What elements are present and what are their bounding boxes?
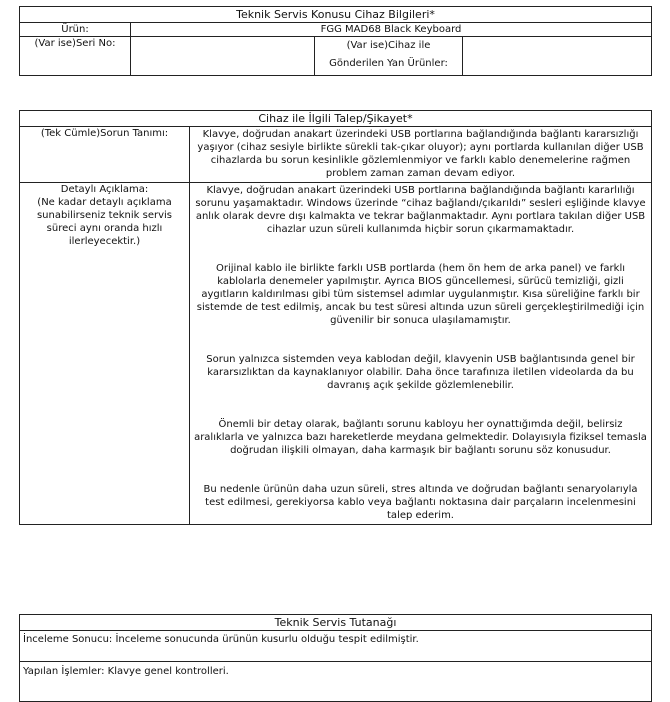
detail-paragraph: Klavye, doğrudan anakart üzerindeki USB portlarına bağlandığında bağlantı kararlılığı sorunu yaşamaktadır. Windows üzerinde “cihaz bağlandı/çıkarıldı” sesleri eşliğinde klavye anlık olarak devre dışı kalmakta ve tekrar bağlanmaktadır. Aynı portlara takılan diğer USB cihazlar uzun süreli kullanımda hiçbir sorun çıkarmamaktadır. bbox=[195, 185, 646, 235]
detail-paragraph: Orijinal kablo ile birlikte farklı USB portlarda (hem ön hem de arka panel) ve farklı kablolarla denemeler yapılmıştır. Ayrıca BIOS güncellemesi, sürücü temizliği, gizli aygıtların kaldırılması gibi tüm sistemsel adımlar uygulanmıştır. Kısa süreliğine farklı bir sistemde de test edilmiş, ancak bu test süresi altında uzun süreli gerçekleştirilmediği için güvenilir bir sonuca ulaşılamamıştır. bbox=[196, 263, 645, 326]
accessories-value bbox=[463, 37, 652, 76]
device-info-table bbox=[19, 6, 652, 76]
service-record-table bbox=[19, 614, 652, 702]
detail-text-cell bbox=[190, 183, 652, 525]
accessories-label-line-1: (Var ise)Cihaz ile bbox=[346, 40, 431, 51]
accessories-label bbox=[315, 37, 463, 76]
detail-paragraph: Bu nedenle ürünün daha uzun süreli, stres altında ve doğrudan bağlantı senaryolarıyla test edilmesi, gerekiyorsa kablo veya bağlantı noktasına dair parçaların incelenmesini talep ederim. bbox=[203, 484, 638, 521]
detail-paragraph: Sorun yalnızca sistemden veya kablodan değil, klavyenin USB bağlantısında genel bir kararsızlıktan da kaynaklanıyor olabilir. Daha önce tarafınıza iletilen videolarda da bu davranış açık şekilde gözlemlenebilir. bbox=[206, 354, 635, 391]
problem-summary-label: (Tek Cümle)Sorun Tanımı: bbox=[20, 127, 190, 183]
device-info-title: Teknik Servis Konusu Cihaz Bilgileri* bbox=[20, 7, 652, 23]
detail-label: Detaylı Açıklama: bbox=[60, 184, 149, 195]
complaint-title: Cihaz ile İlgili Talep/Şikayet* bbox=[20, 111, 652, 127]
serial-value bbox=[131, 37, 315, 76]
complaint-table bbox=[19, 110, 652, 525]
detail-label-cell bbox=[20, 183, 190, 525]
accessories-label-line-2: Gönderilen Yan Ürünler: bbox=[329, 58, 448, 69]
service-record-title: Teknik Servis Tutanağı bbox=[20, 615, 652, 631]
serial-label: (Var ise)Seri No: bbox=[20, 37, 131, 76]
product-value: FGG MAD68 Black Keyboard bbox=[131, 23, 652, 37]
inspection-result: İnceleme Sonucu: İnceleme sonucunda ürünün kusurlu olduğu tespit edilmiştir. bbox=[20, 631, 652, 662]
problem-summary-text: Klavye, doğrudan anakart üzerindeki USB portlarına bağlandığında bağlantı kararsızlığı yaşıyor (cihaz sesiyle birlikte sürekli tak-çıkar oluyor); aynı portlarda kullanılan diğer USB cihazlarda bu sorun kesinlikle gözlemlenmiyor ve farklı kablo denemelerine rağmen problem zaman zaman devam ediyor. bbox=[190, 127, 652, 183]
actions-performed: Yapılan İşlemler: Klavye genel kontrolleri. bbox=[20, 662, 652, 702]
detail-paragraph: Önemli bir detay olarak, bağlantı sorunu kabloyu her oynattığımda değil, belirsiz aralıklarla ve yalnızca bazı hareketlerde meydana gelmektedir. Dolayısıyla fiziksel temasla doğrudan ilişkili olmayan, daha karmaşık bir bağlantı sorunu söz konusudur. bbox=[194, 419, 647, 456]
detail-note: (Ne kadar detaylı açıklama sunabilirseniz teknik servis süreci aynı oranda hızlı ilerleyecektir.) bbox=[36, 197, 173, 247]
product-label: Ürün: bbox=[20, 23, 131, 37]
